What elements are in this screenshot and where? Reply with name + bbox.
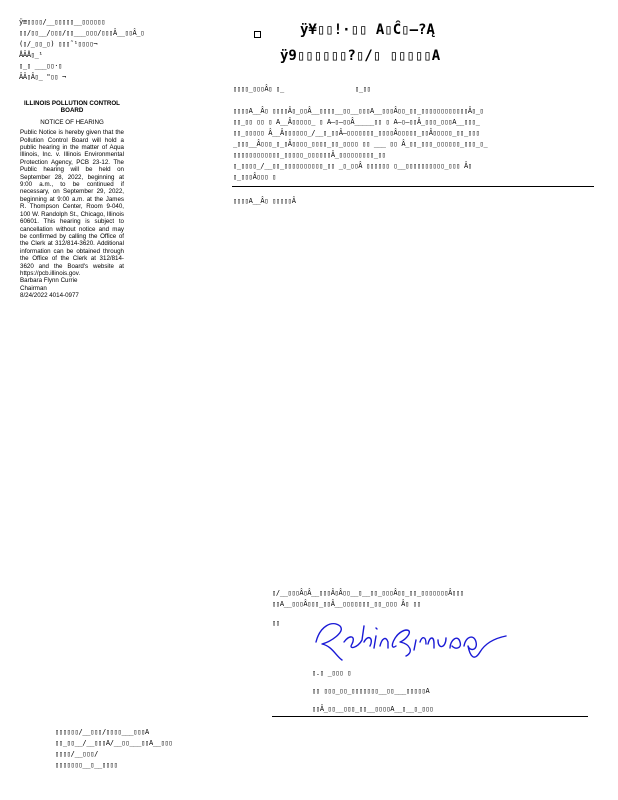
clipping-header-line: ▯▯/▯▯__/▯▯▯/▯▯___▯▯▯/▯▯▯Â__▯▯Â_▯ xyxy=(19,29,145,37)
notice-board-name: ILLINOIS POLLUTION CONTROL BOARD xyxy=(24,100,120,115)
body-line: _▯▯▯__Â▯▯▯_▯_▯Â▯▯▯▯_▯▯▯▯_▯▯_▯▯▯▯ ▯▯ ___ ▯▯ Â_▯▯_▯▯▯_▯▯▯▯▯▯_▯▯▯_▯_ xyxy=(233,140,488,148)
notary-line: ▯/__▯▯▯Â▯Â__▯▯▯Â▯Â▯▯__▯__▯▯_▯▯▯Â▯▯_▯▯_▯▯▯▯▯▯▯Â▯▯▯ xyxy=(272,589,464,597)
sig-line: ▯▯ ▯▯▯_▯▯_▯▯▯▯▯▯▯__▯▯___▯▯▯▯▯A xyxy=(312,687,430,695)
body-line: ▯▯_▯▯ ▯▯ ▯ A__Â▯▯▯▯▯_ ▯ A—▯—▯▯Â_____▯▯ ▯ A—▯—▯▯Â_▯▯▯_▯▯▯A__▯▯▯_ xyxy=(233,118,480,126)
certificate-body xyxy=(233,106,593,183)
certificate-title-line1: ÿ¥▯▯!·▯▯ A▯Ĉ▯—?Ą xyxy=(300,22,435,38)
notice-signer: Barbara Flynn Currie xyxy=(20,277,78,285)
body-line: ▯_▯▯▯Â▯▯▯ ▯ xyxy=(233,173,277,181)
footer-block xyxy=(55,727,172,771)
footer-line: ▯▯▯▯▯▯▯__▯__▯▯▯▯ xyxy=(55,761,118,769)
handwritten-signature xyxy=(310,612,510,664)
signature-marks: ▯▯ xyxy=(272,619,280,627)
footer-line: ▯▯▯▯▯▯/__▯▯▯/▯▯▯▯___▯▯▯A xyxy=(55,728,149,736)
clipping-header-line: (▯/_▯▯_▯) ▯▯▯˜¹▯▯▯▯¬ xyxy=(19,40,98,48)
notary-line: ▯▯A__▯▯▯Â▯▯▯_▯▯Â__▯▯▯▯▯▯▯_▯▯_▯▯▯ Â▯ ▯▯ xyxy=(272,600,421,608)
body-line: ▯_▯▯▯▯_/__▯▯_▯▯▯▯▯▯▯▯▯▯_▯▯ _▯_▯▯Â ▯▯▯▯▯▯ ▯__▯▯▯▯▯▯▯▯▯▯_▯▯▯ Â▯ xyxy=(233,162,472,170)
notary-statement xyxy=(272,588,464,610)
footer-line: ▯▯_▯▯__/__▯▯▯A/__▯▯___▯▯A__▯▯▯ xyxy=(55,739,173,747)
sig-line: ▯.▯ _▯▯▯ ▯ xyxy=(312,669,352,677)
notice-heading: NOTICE OF HEARING xyxy=(40,118,104,126)
clipping-header-line: ÂÂ▯Â▯_ "▯▯ ¬ xyxy=(19,73,66,81)
body-line: ▯▯▯▯▯▯▯▯▯▯▯▯_▯▯▯▯▯_▯▯▯▯▯▯Â_▯▯▯▯▯▯▯▯▯_▯▯ xyxy=(233,151,386,159)
notice-signer-title: Chairman xyxy=(20,284,47,292)
footer-line: ▯▯▯▯/__▯▯▯/ xyxy=(55,750,99,758)
signature-block xyxy=(312,668,351,679)
clipping-header-line: ▯_▯ ___▯▯·▯ xyxy=(19,62,63,70)
body-line: ▯▯▯▯A__Â▯ ▯▯▯▯Â▯_▯▯Â__▯▯▯▯__▯▯__▯▯▯A__▯▯▯Â▯▯_▯▯_▯▯▯▯▯▯▯▯▯▯▯▯Â▯_▯ xyxy=(233,107,484,115)
notice-body: Public Notice is hereby given that the Pollution Control Board will hold a public hearing in the matter of Aqua Illinois, Inc. v. Illinois Environmental Protection Agency, PCB 23-12. The Public hearing will be held on September 28, 2022, beginning at 9:00 a.m., to be continued if necessary, on September 29, 2022, beginning at 9:00 a.m. at the James R. Thompson Center, Room 9-040, 100 W. Randolph St., Chicago, Illinois 60601. This hearing is subject to cancellation without notice and may be confirmed by calling the Office of the Clerk at 312/814-3620. Additional information can be obtained through the Office of the Clerk at 312/814-3620 and the Board's website at https://pcb.illinois.gov. xyxy=(20,129,124,277)
notice-ref: 8/24/2022 4014-0977 xyxy=(20,292,79,300)
state-line-left: ▯▯▯▯_▯▯▯Â▯ ▯_ xyxy=(233,85,284,93)
signature-rule xyxy=(272,716,588,717)
newspaper-notice xyxy=(20,100,124,300)
clipping-header-line: ÿ≡▯▯▯▯/__▯▯▯▯▯__▯▯▯▯▯▯ xyxy=(19,18,106,26)
body-line: ▯▯_▯▯▯▯▯ Â__Â▯▯▯▯▯▯_/__▯_▯▯Â—▯▯▯▯▯▯▯_▯▯▯▯Â▯▯▯▯▯_▯▯Â▯▯▯▯▯_▯▯_▯▯▯ xyxy=(233,129,480,137)
clipping-header xyxy=(19,17,144,83)
state-line-right: ▯_▯▯ xyxy=(355,85,371,93)
sig-line: ▯▯Â_▯▯__▯▯▯_▯▯__▯▯▯▯A__▯__▯_▯▯▯ xyxy=(312,705,434,713)
certificate-title-line2: ÿ9▯▯▯▯▯▯?▯/▯ ▯▯▯▯▯A xyxy=(280,48,441,64)
sub-line: ▯▯▯▯A__Â▯ ▯▯▯▯▯Â xyxy=(233,197,296,205)
body-rule xyxy=(232,186,594,187)
title-bullet xyxy=(254,31,261,38)
clipping-header-line: ÅÂÅ▯_¹ xyxy=(19,51,43,59)
